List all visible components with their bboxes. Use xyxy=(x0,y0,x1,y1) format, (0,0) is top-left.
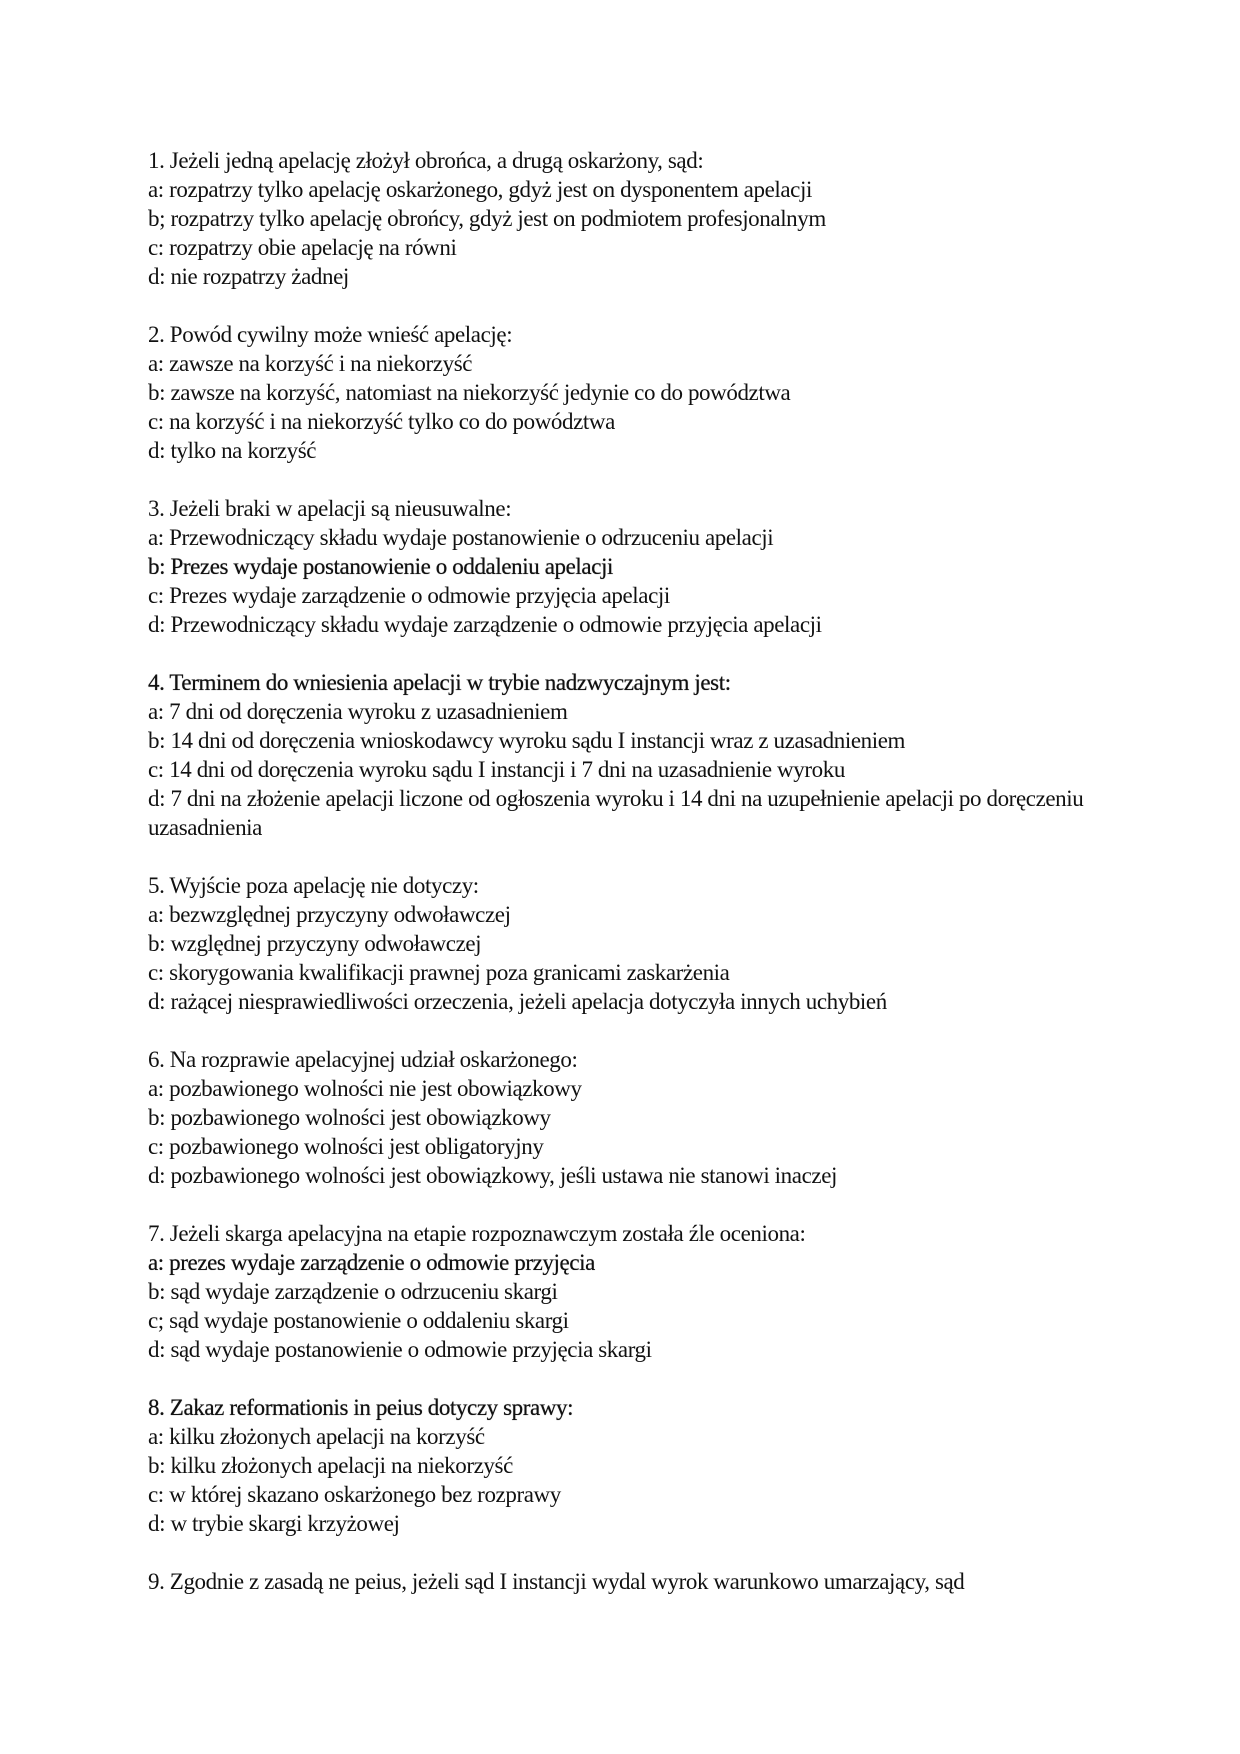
question-4 xyxy=(148,668,1148,842)
question-2 xyxy=(148,320,1148,465)
answer-option: a: bezwzględnej przyczyny odwoławczej xyxy=(148,902,511,927)
question-prompt: 8. Zakaz reformationis in peius dotyczy sprawy: xyxy=(148,1395,574,1420)
answer-option: d: pozbawionego wolności jest obowiązkowy, jeśli ustawa nie stanowi inaczej xyxy=(148,1163,837,1188)
answer-option: c: w której skazano oskarżonego bez rozprawy xyxy=(148,1482,561,1507)
question-prompt: 9. Zgodnie z zasadą ne peius, jeżeli sąd I instancji wydal wyrok warunkowo umarzający, sąd xyxy=(148,1569,965,1594)
question-prompt: 7. Jeżeli skarga apelacyjna na etapie rozpoznawczym została źle oceniona: xyxy=(148,1221,806,1246)
answer-option: a: zawsze na korzyść i na niekorzyść xyxy=(148,351,473,376)
answer-option: c: na korzyść i na niekorzyść tylko co do powództwa xyxy=(148,409,615,434)
answer-option: d: rażącej niesprawiedliwości orzeczenia, jeżeli apelacja dotyczyła innych uchybień xyxy=(148,989,887,1014)
answer-option: d: Przewodniczący składu wydaje zarządzenie o odmowie przyjęcia apelacji xyxy=(148,612,822,637)
question-prompt: 6. Na rozprawie apelacyjnej udział oskarżonego: xyxy=(148,1047,578,1072)
answer-option: a: 7 dni od doręczenia wyroku z uzasadnieniem xyxy=(148,699,568,724)
answer-option: b; rozpatrzy tylko apelację obrońcy, gdyż jest on podmiotem profesjonalnym xyxy=(148,206,826,231)
question-prompt: 1. Jeżeli jedną apelację złożył obrońca, a drugą oskarżony, sąd: xyxy=(148,148,704,173)
question-8 xyxy=(148,1393,1148,1538)
answer-option: c: pozbawionego wolności jest obligatoryjny xyxy=(148,1134,544,1159)
question-9 xyxy=(148,1567,1148,1596)
question-prompt: 3. Jeżeli braki w apelacji są nieusuwalne: xyxy=(148,496,512,521)
answer-option: c: 14 dni od doręczenia wyroku sądu I instancji i 7 dni na uzasadnienie wyroku xyxy=(148,757,845,782)
answer-option: d: sąd wydaje postanowienie o odmowie przyjęcia skargi xyxy=(148,1337,652,1362)
answer-option: b: zawsze na korzyść, natomiast na niekorzyść jedynie co do powództwa xyxy=(148,380,791,405)
question-7 xyxy=(148,1219,1148,1364)
question-5 xyxy=(148,871,1148,1016)
answer-option: c: rozpatrzy obie apelację na równi xyxy=(148,235,457,260)
answer-option: a: Przewodniczący składu wydaje postanowienie o odrzuceniu apelacji xyxy=(148,525,774,550)
question-prompt: 5. Wyjście poza apelację nie dotyczy: xyxy=(148,873,479,898)
answer-option: d: 7 dni na złożenie apelacji liczone od ogłoszenia wyroku i 14 dni na uzupełnienie apelacji po doręczeniu uzasadnienia xyxy=(148,786,1084,840)
answer-option: b: względnej przyczyny odwoławczej xyxy=(148,931,482,956)
answer-option: c: Prezes wydaje zarządzenie o odmowie przyjęcia apelacji xyxy=(148,583,670,608)
answer-option: a: pozbawionego wolności nie jest obowiązkowy xyxy=(148,1076,582,1101)
answer-option: d: w trybie skargi krzyżowej xyxy=(148,1511,400,1536)
answer-option: b: Prezes wydaje postanowienie o oddaleniu apelacji xyxy=(148,554,613,579)
answer-option: d: tylko na korzyść xyxy=(148,438,317,463)
question-1 xyxy=(148,146,1148,291)
question-list xyxy=(148,146,1148,1625)
answer-option: b: 14 dni od doręczenia wnioskodawcy wyroku sądu I instancji wraz z uzasadnieniem xyxy=(148,728,906,753)
question-6 xyxy=(148,1045,1148,1190)
answer-option: c; sąd wydaje postanowienie o oddaleniu skargi xyxy=(148,1308,569,1333)
answer-option: b: kilku złożonych apelacji na niekorzyść xyxy=(148,1453,513,1478)
answer-option: a: prezes wydaje zarządzenie o odmowie przyjęcia xyxy=(148,1250,595,1275)
answer-option: d: nie rozpatrzy żadnej xyxy=(148,264,349,289)
question-3 xyxy=(148,494,1148,639)
question-prompt: 2. Powód cywilny może wnieść apelację: xyxy=(148,322,513,347)
question-prompt: 4. Terminem do wniesienia apelacji w trybie nadzwyczajnym jest: xyxy=(148,670,731,695)
answer-option: c: skorygowania kwalifikacji prawnej poza granicami zaskarżenia xyxy=(148,960,730,985)
answer-option: b: sąd wydaje zarządzenie o odrzuceniu skargi xyxy=(148,1279,558,1304)
answer-option: b: pozbawionego wolności jest obowiązkowy xyxy=(148,1105,551,1130)
answer-option: a: kilku złożonych apelacji na korzyść xyxy=(148,1424,485,1449)
answer-option: a: rozpatrzy tylko apelację oskarżonego, gdyż jest on dysponentem apelacji xyxy=(148,177,812,202)
